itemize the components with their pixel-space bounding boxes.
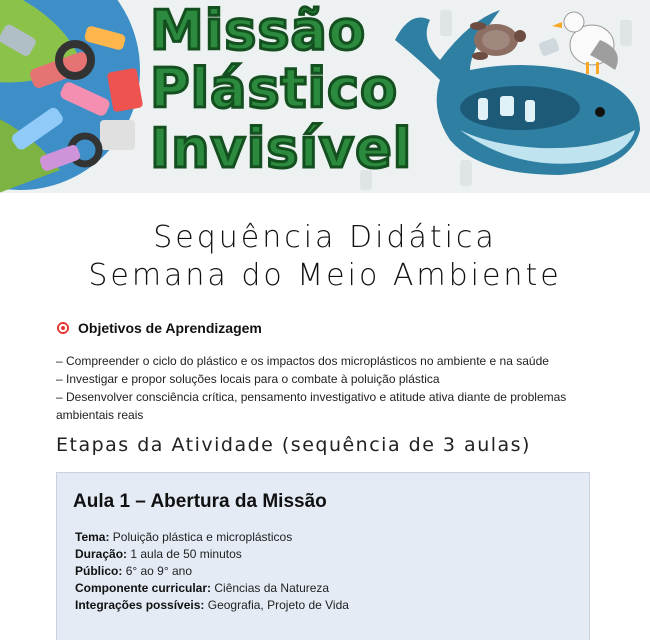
row-value: Poluição plástica e microplásticos <box>112 530 293 544</box>
lesson-details <box>75 529 349 614</box>
target-icon <box>56 321 70 335</box>
lesson-card <box>56 472 590 640</box>
banner-title-line1: Missão <box>150 0 367 62</box>
row-value: Geografia, Projeto de Vida <box>207 598 349 612</box>
row-value: 6° ao 9° ano <box>125 564 193 578</box>
objectives-title-text: Objetivos de Aprendizagem <box>78 320 262 336</box>
lesson-title: Aula 1 – Abertura da Missão <box>73 491 327 512</box>
lesson-row-integrations <box>75 597 349 614</box>
objectives-title <box>56 320 262 336</box>
objective-item: – Desenvolver consciência crítica, pensamento investigativo e atitude ativa diante de problemas ambientais reais <box>56 390 567 422</box>
header-banner <box>0 0 650 193</box>
heading-line1: Sequência Didática <box>153 220 497 255</box>
row-label: Tema: <box>75 530 110 544</box>
banner-title-line3: Invisível <box>150 117 413 180</box>
stages-title: Etapas da Atividade (sequência de 3 aulas) <box>56 434 531 456</box>
banner-title-line2: Plástico <box>150 57 399 120</box>
row-label: Componente curricular: <box>75 581 212 595</box>
lesson-row-theme <box>75 529 349 546</box>
objective-item: – Compreender o ciclo do plástico e os impactos dos microplásticos no ambiente e na saúde <box>56 354 549 368</box>
row-label: Duração: <box>75 547 128 561</box>
heading-line2: Semana do Meio Ambiente <box>88 258 562 293</box>
objectives-list <box>56 352 596 424</box>
row-label: Integrações possíveis: <box>75 598 205 612</box>
objective-item: – Investigar e propor soluções locais para o combate à poluição plástica <box>56 372 440 386</box>
lesson-row-curriculum <box>75 580 349 597</box>
row-value: Ciências da Natureza <box>214 581 330 595</box>
lesson-row-audience <box>75 563 349 580</box>
row-value: 1 aula de 50 minutos <box>130 547 242 561</box>
row-label: Público: <box>75 564 123 578</box>
lesson-row-duration <box>75 546 349 563</box>
